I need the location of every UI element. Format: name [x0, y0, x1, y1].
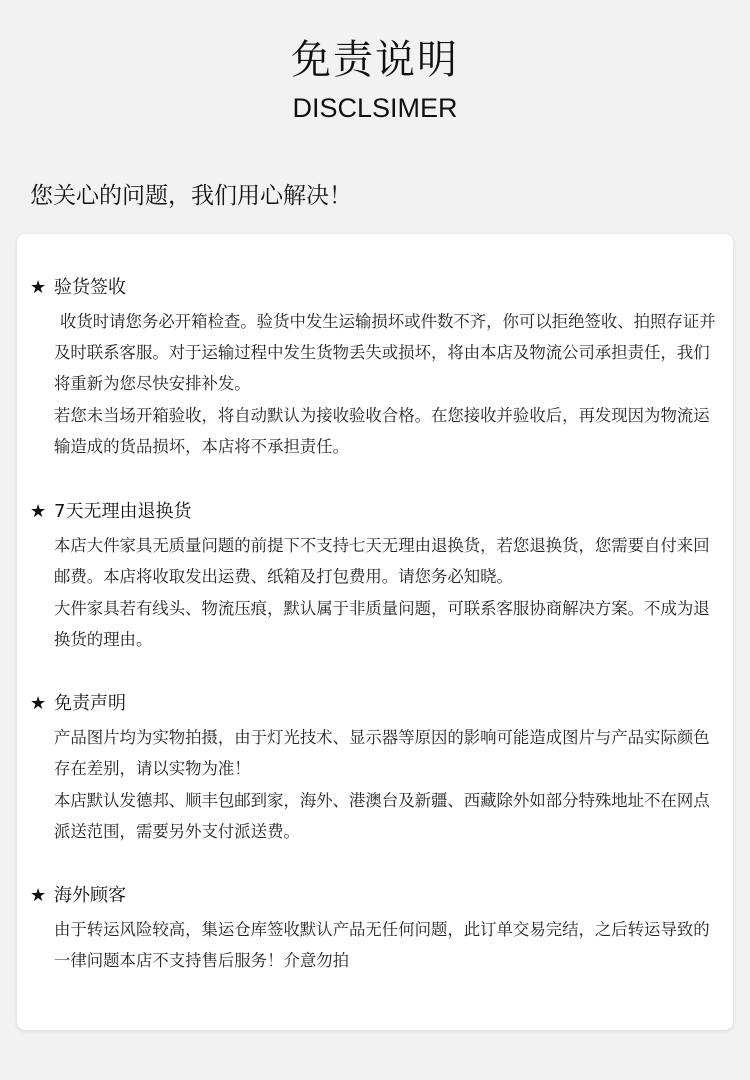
section-paragraph: 产品图片均为实物拍摄，由于灯光技术、显示器等原因的影响可能造成图片与产品实际颜色存在差别，请以实物为准！	[54, 728, 710, 778]
section-title: 7天无理由退换货	[54, 501, 192, 522]
star-icon: ★	[30, 885, 47, 906]
section-title: 免责声明	[54, 693, 126, 714]
tagline: 您关心的问题，我们用心解决！	[30, 183, 352, 209]
disclaimer-card	[17, 234, 733, 1030]
section-paragraph: 本店大件家具无质量问题的前提下不支持七天无理由退换货，若您退换货，您需要自付来回邮费。本店将收取发出运费、纸箱及打包费用。请您务必知晓。	[54, 536, 710, 586]
section-paragraph: 由于转运风险较高，集运仓库签收默认产品无任何问题，此订单交易完结，之后转运导致的一律问题本店不支持售后服务！介意勿拍	[54, 920, 710, 970]
star-icon: ★	[30, 693, 47, 714]
section-title: 验货签收	[54, 277, 126, 298]
section-paragraph: 若您未当场开箱验收，将自动默认为接收验收合格。在您接收并验收后，再发现因为物流运输造成的货品损坏，本店将不承担责任。	[54, 406, 710, 456]
section-heading	[30, 498, 191, 526]
section-title: 海外顾客	[54, 885, 126, 906]
star-icon: ★	[30, 277, 47, 298]
section-paragraph: 本店默认发德邦、顺丰包邮到家，海外、港澳台及新疆、西藏除外如部分特殊地址不在网点派送范围，需要另外支付派送费。	[54, 791, 710, 841]
star-icon: ★	[30, 501, 47, 522]
page-subtitle: DISCLSIMER	[292, 93, 458, 123]
section-heading	[30, 690, 126, 718]
section-paragraph: 收货时请您务必开箱检查。验货中发生运输损坏或件数不齐，你可以拒绝签收、拍照存证并及时联系客服。对于运输过程中发生货物丢失或损坏，将由本店及物流公司承担责任，我们将重新为您尽快安排补发。	[54, 312, 716, 393]
page-title: 免责说明	[291, 37, 459, 83]
section-paragraph: 大件家具若有线头、物流压痕，默认属于非质量问题，可联系客服协商解决方案。不成为退换货的理由。	[54, 599, 710, 649]
section-heading	[30, 882, 126, 910]
section-heading	[30, 274, 126, 302]
